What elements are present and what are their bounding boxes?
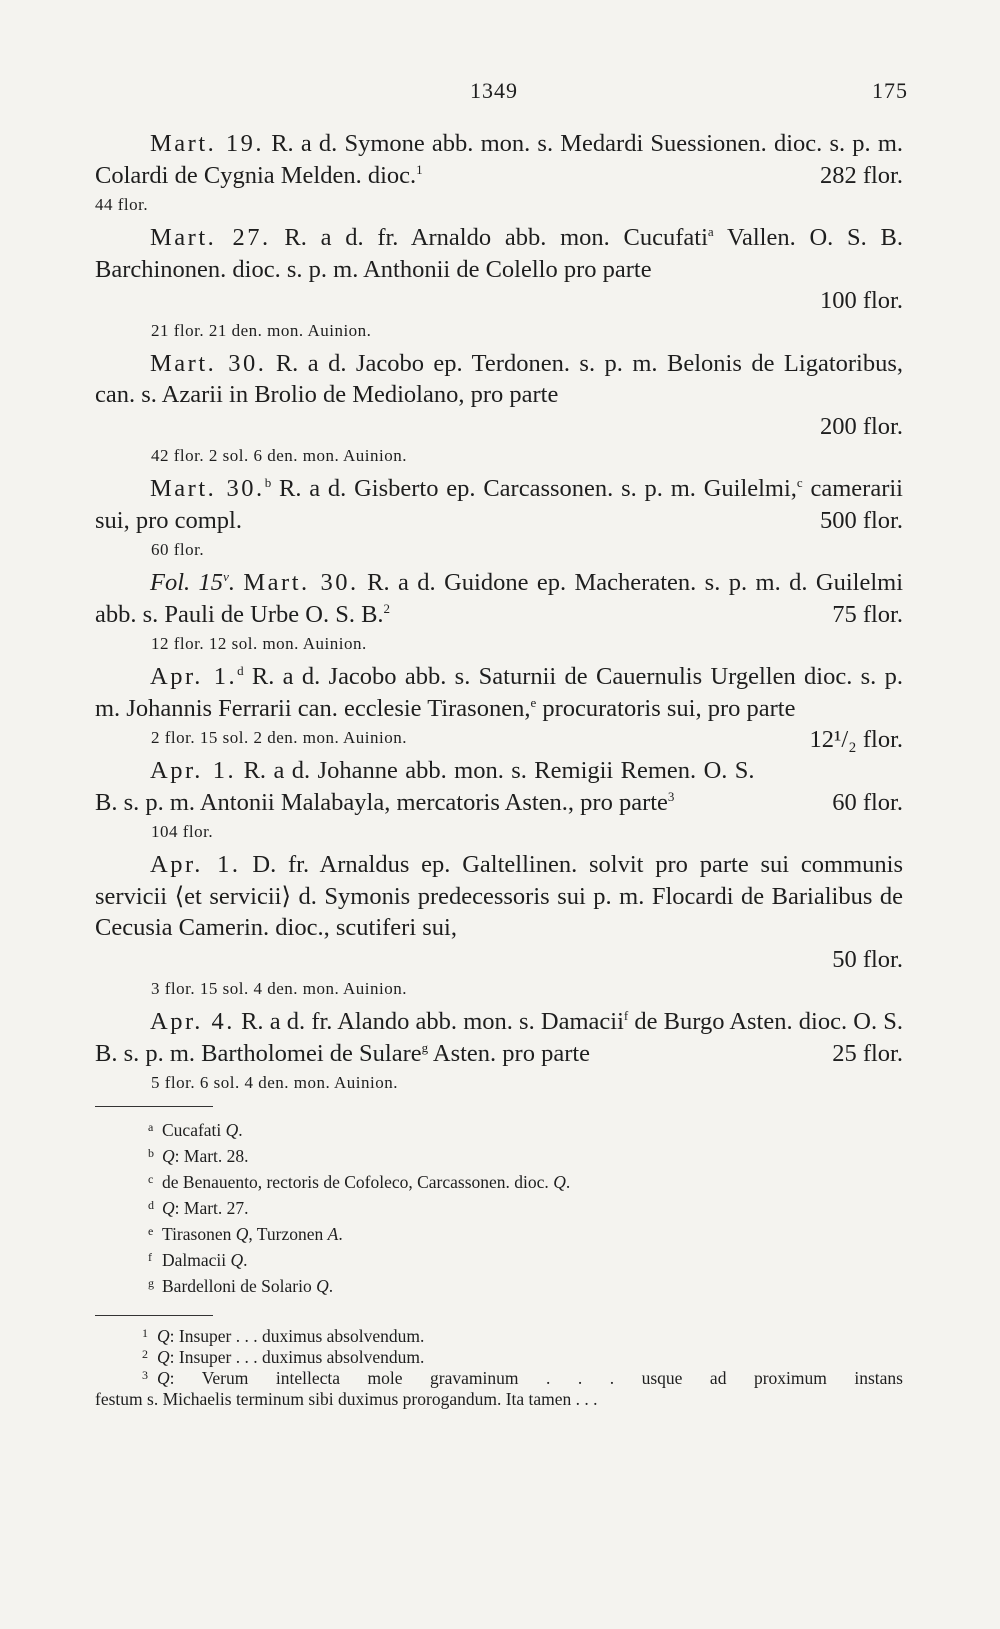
entry-date: Mart. 30. [150, 349, 267, 377]
footnote-ref: b [264, 474, 272, 490]
entry-payment: 42 flor. 2 sol. 6 den. mon. Auinion. [151, 446, 407, 465]
entry-payment: 2 flor. 15 sol. 2 den. mon. Auinion. [151, 728, 407, 747]
entry [95, 661, 903, 753]
entry-amount: 50 flor. [832, 945, 903, 973]
footnote-e: e Tirasonen Q, Turzonen A. [148, 1224, 343, 1244]
entry-date: Mart. 30. [243, 569, 359, 596]
footnote-3-continuation: festum s. Michaelis terminum sibi duximus prorogandum. Ita tamen . . . [95, 1389, 598, 1409]
entry-payment: 12 flor. 12 sol. mon. Auinion. [151, 634, 367, 653]
entry-payment: 21 flor. 21 den. mon. Auinion. [151, 320, 372, 340]
entry-payment: 3 flor. 15 sol. 4 den. mon. Auinion. [151, 979, 407, 998]
footnote-1: 1 Q: Insuper . . . duximus absolvendum. [142, 1326, 425, 1346]
entry-text: R. a d. Symone abb. mon. s. Medardi Suessionen. dioc. s. p. m. Colardi de Cygnia Melden. dioc. [95, 130, 904, 189]
letter-footnotes [95, 1117, 903, 1299]
footnote-ref: 3 [667, 788, 675, 804]
footnote-3: 3 Q: Verum intellecta mole gravaminum . . . usque ad proximum instans [142, 1368, 903, 1388]
page-number: 175 [872, 78, 908, 103]
header-year: 1349 [470, 78, 518, 103]
entry-date: Apr. 1. [150, 757, 237, 784]
footnote-f: f Dalmacii Q. [148, 1250, 248, 1270]
running-header [0, 78, 1000, 114]
footnote-ref: 2 [383, 600, 391, 616]
footnote-ref: f [623, 1007, 629, 1023]
entry [95, 755, 903, 843]
entry-date: Apr. 4. [150, 1008, 235, 1035]
entry [95, 1006, 903, 1094]
entry-date: Apr. 1. [150, 663, 238, 690]
entry-text: R. a d. fr. Arnaldo abb. mon. Cucufati [284, 224, 708, 251]
footnote-c: c de Benauento, rectoris de Cofoleco, Carcassonen. dioc. Q. [148, 1172, 571, 1192]
entry-text: de Burgo Asten. dioc. O. S. B. s. p. m. Bartholomei de Sulare [95, 1008, 903, 1067]
entry-text: R. a d. Jacobo abb. s. Saturnii de Cauernulis Urgellen dioc. s. p. m. Johannis Ferrarii can. ecclesie Tirasonen, [95, 663, 903, 722]
entry [95, 222, 903, 342]
entry-date: Mart. 19. [150, 130, 265, 157]
entry-amount: 200 flor. [819, 412, 903, 440]
entry-amount: 75 flor. [832, 600, 903, 628]
entry-text: camerarii sui, pro compl. [95, 475, 903, 534]
entry-text: Vallen. O. S. B. Barchinonen. dioc. s. p. m. Anthonii de Colello pro parte [95, 224, 903, 283]
entry-date: Mart. 27. [150, 224, 271, 251]
footnote-b: b Q: Mart. 28. [148, 1146, 249, 1166]
entry-text: R. a d. Jacobo ep. Terdonen. s. p. m. Belonis de Ligatoribus, can. s. Azarii in Brolio de Mediolano, pro parte [95, 349, 904, 408]
entry-text: R. a d. Johanne abb. mon. s. Remigii Remen. O. S. B. s. p. m. Antonii Malabayla, mercatoris Asten., pro parte [95, 757, 755, 816]
footnote-ref: a [707, 223, 714, 239]
entry-text: R. a d. fr. Alando abb. mon. s. Damacii [241, 1008, 624, 1035]
document-body [95, 128, 903, 1410]
entry-date: Apr. 1. [150, 851, 241, 878]
footnote-divider [95, 1315, 213, 1316]
footnote-divider [95, 1106, 213, 1107]
footnote-g: g Bardelloni de Solario Q. [148, 1276, 334, 1296]
entry-amount: 100 flor. [819, 287, 903, 314]
entry-text: R. a d. Gisberto ep. Carcassonen. s. p. m. Guilelmi, [271, 475, 797, 502]
footnote-ref: d [237, 662, 244, 678]
entry-text: procuratoris sui, pro parte [536, 694, 796, 722]
entry-payment: 5 flor. 6 sol. 4 den. mon. Auinion. [151, 1073, 398, 1092]
entry [95, 473, 903, 561]
footnote-2: 2 Q: Insuper . . . duximus absolvendum. [142, 1347, 425, 1367]
entry-text: R. a d. Guidone ep. Macheraten. s. p. m. d. Guilelmi abb. s. Pauli de Urbe O. S. B. [95, 569, 904, 628]
entry-date: Mart. 30. [150, 475, 265, 502]
entry [95, 128, 903, 216]
entry-amount: 12¹/₂ flor. [809, 726, 903, 753]
entry-amount: 60 flor. [832, 788, 903, 816]
entry-text: D. fr. Arnaldus ep. Galtellinen. solvit pro parte sui communis servicii ⟨et servicii⟩ d. Symonis predecessoris sui p. m. Flocardi de Barialibus de Cecusia Camerin. dioc., scutiferi sui, [95, 851, 903, 941]
entry-payment: 44 flor. [95, 195, 149, 214]
entry [95, 348, 903, 468]
footnote-a: a Cucafati Q. [148, 1120, 243, 1140]
footnote-d: d Q: Mart. 27. [148, 1198, 249, 1218]
entry-amount: 25 flor. [832, 1039, 903, 1067]
footnote-ref: g [421, 1039, 429, 1055]
entry-amount: 282 flor. [819, 161, 903, 189]
entry-text: Asten. pro parte [428, 1039, 591, 1067]
entry [95, 849, 903, 1000]
footnote-ref: e [530, 694, 537, 710]
folio-reference: Fol. 15$^v$. [150, 568, 235, 596]
footnote-ref: c [796, 474, 803, 490]
footnote-ref: 1 [416, 161, 423, 177]
numbered-footnotes [95, 1326, 903, 1410]
entry [95, 567, 903, 655]
entry-payment: 104 flor. [151, 822, 214, 841]
entry-payment: 60 flor. [151, 540, 205, 559]
entry-amount: 500 flor. [819, 506, 903, 534]
